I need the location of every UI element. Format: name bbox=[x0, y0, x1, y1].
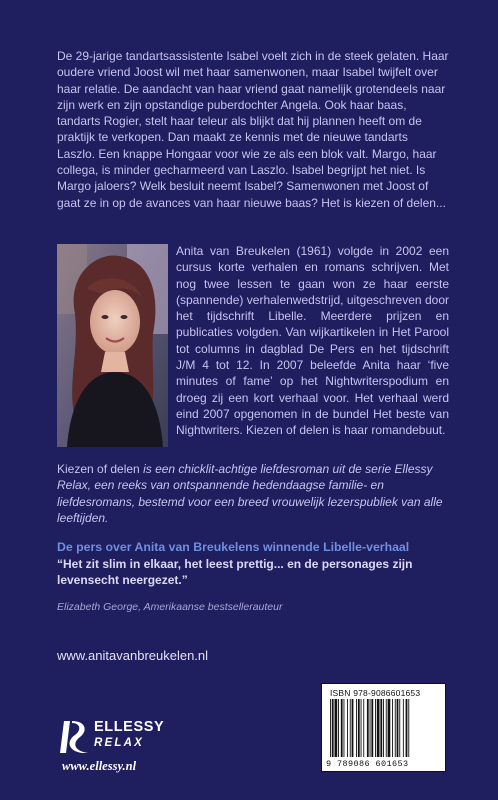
press-heading: De pers over Anita van Breukelens winnende Libelle-verhaal bbox=[57, 540, 410, 554]
press-source: Elizabeth George, Amerikaanse bestsellerauteur bbox=[57, 601, 283, 613]
barcode-bars bbox=[328, 699, 438, 759]
publisher-website[interactable]: www.ellessy.nl bbox=[62, 759, 137, 773]
series-description-text: is een chicklit-achtige liefdesroman uit de serie Ellessy Relax, een reeks van ontspannende hedendaagse familie- en liefdesromans, bestemd voor een breed vrouwelijk lezerspubliek van alle leeftijden. bbox=[57, 462, 443, 525]
series-book-title: Kiezen of delen bbox=[57, 462, 140, 476]
author-bio: Anita van Breukelen (1961) volgde in 2002 een cursus korte verhalen en romans schrijven. Met nog twee lessen te gaan won ze haar eerste (spannende) verhalenwedstrijd, uitgeschreven door het tijdschrift Libelle. Meerdere prijzen en publicaties volgden. Van wijkartikelen in Het Parool tot columns in dagblad De Pers en het tijdschrift J/M 4 tot 12. In 2007 beleefde Anita haar ‘five minutes of fame’ op het Nightwriterspodium en droeg zij een kort verhaal voor. Het verhaal werd eind 2007 opgenomen in de bundel Het beste van Nightwriters. Kiezen of delen is haar romandebuut. bbox=[176, 244, 449, 438]
book-blurb: De 29-jarige tandartsassistente Isabel voelt zich in de steek gelaten. Haar oudere vriend Joost wil met haar samenwonen, maar Isabel twijfelt over haar relatie. De aandacht van haar vriend gaat namelijk grotendeels naar zijn werk en zijn opstandige puberdochter Angela. Ook haar baas, tandarts Rogier, stelt haar teleur als blijkt dat hij plannen heeft om de praktijk te verkopen. Dan maakt ze kennis met de nieuwe tandarts Laszlo. Een knappe Hongaar voor wie ze als een blok valt. Margo, haar collega, is minder gecharmeerd van Laszlo. Isabel begrijpt het niet. Is Margo jaloers? Welk besluit neemt Isabel? Samenwonen met Joost of gaat ze in op de avances van haar nieuwe baas? Het is kiezen of delen... bbox=[57, 49, 449, 210]
author-photo bbox=[57, 244, 168, 447]
logo-name: ELLESSY bbox=[94, 719, 165, 735]
series-description bbox=[57, 461, 449, 526]
logo-sub: RELAX bbox=[94, 737, 144, 749]
isbn-label: ISBN 978-9086601653 bbox=[330, 688, 421, 698]
ean-digits: 9 789086 601653 bbox=[326, 759, 409, 769]
author-website[interactable]: www.anitavanbreukelen.nl bbox=[57, 648, 209, 663]
ellessy-logo-icon bbox=[58, 717, 92, 757]
press-quote: “Het zit slim in elkaar, het leest prettig... en de personages zijn levensecht neergezet.” bbox=[57, 557, 413, 587]
isbn-barcode bbox=[321, 683, 446, 772]
